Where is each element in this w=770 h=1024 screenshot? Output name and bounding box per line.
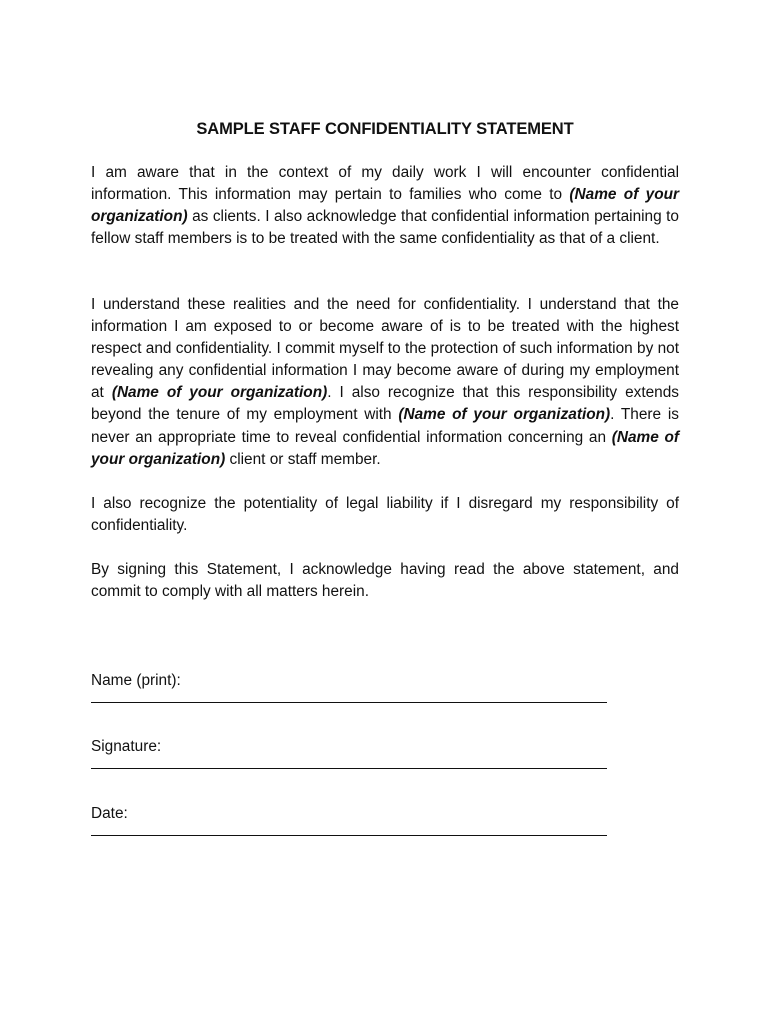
paragraph-text: client or staff member. (225, 450, 381, 468)
paragraph-text: . I also recognize that this responsibility extends beyond the tenure of my employment with (91, 384, 679, 424)
paragraph-text: I understand these realities and the need for confidentiality. I understand that the information I am exposed to or become aware of is to be treated with the highest respect and confidentiality. I commit myself to the protection of such information by not revealing any confidential information I may become aware of during my employment at (91, 296, 679, 402)
organization-placeholder: (Name of your organization) (398, 406, 611, 424)
name-field (91, 670, 611, 703)
paragraph-liability: I also recognize the potentiality of legal liability if I disregard my responsibility of confidentiality. (91, 495, 679, 535)
date-field (91, 803, 611, 836)
paragraph-text: as clients. I also acknowledge that confidential information pertaining to fellow staff members is to be treated with the same confidentiality as that of a client. (91, 208, 679, 248)
organization-placeholder: (Name of your organization) (91, 186, 679, 226)
organization-placeholder: (Name of your organization) (91, 428, 679, 468)
name-signature-line[interactable] (91, 702, 607, 703)
signature-label: Signature: (91, 738, 162, 755)
paragraph-awareness (91, 162, 679, 250)
date-label: Date: (91, 805, 128, 822)
paragraph-commitment (91, 294, 679, 471)
organization-placeholder: (Name of your organization) (111, 384, 328, 402)
name-label: Name (print): (91, 672, 181, 689)
paragraph-text: . There is never an appropriate time to reveal confidential information concerning an (91, 406, 679, 446)
date-line[interactable] (91, 835, 607, 836)
document-title: SAMPLE STAFF CONFIDENTIALITY STATEMENT (196, 120, 574, 138)
paragraph-signing: By signing this Statement, I acknowledge having read the above statement, and commit to comply with all matters herein. (91, 561, 679, 601)
signature-line[interactable] (91, 768, 607, 769)
signature-field (91, 736, 611, 769)
paragraph-text: I am aware that in the context of my daily work I will encounter confidential information. This information may pertain to families who come to (91, 164, 679, 204)
